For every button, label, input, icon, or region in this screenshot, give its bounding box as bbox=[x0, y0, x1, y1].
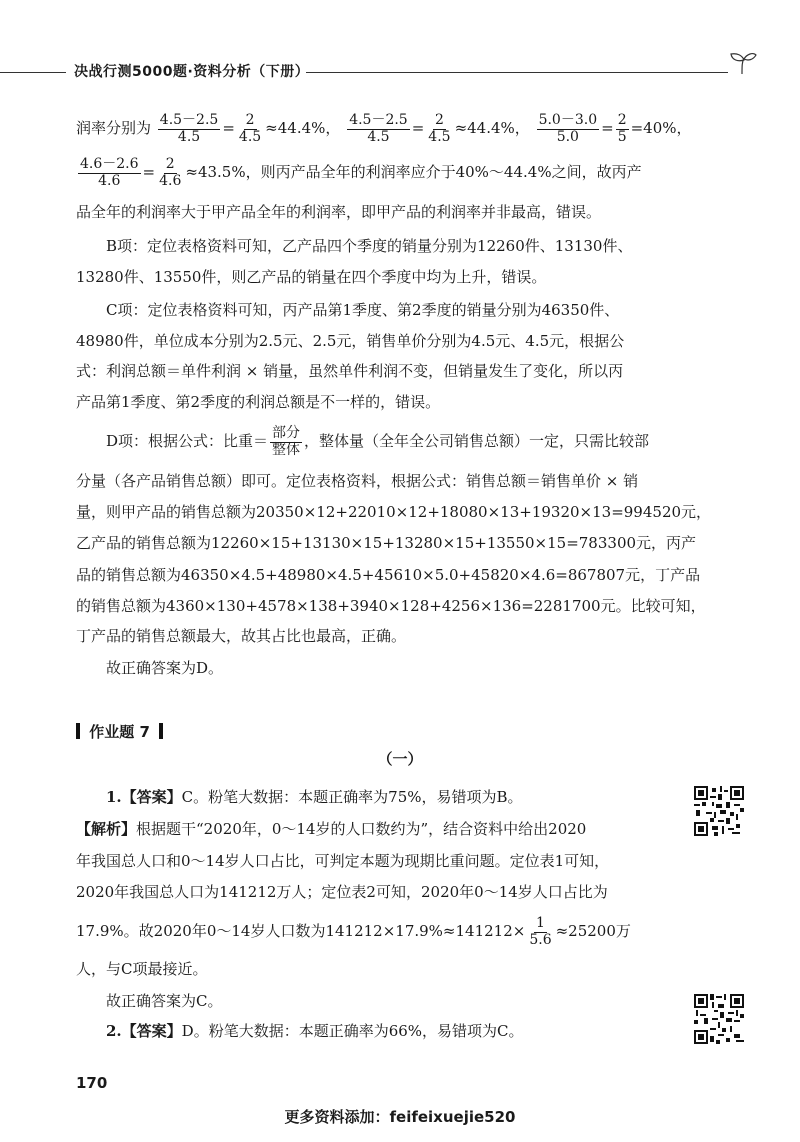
section-heading: 作业题 7 bbox=[76, 720, 163, 744]
text-line: 分量（各产品销售总额）即可。定位表格资料，根据公式：销售总额＝销售单价 × 销 bbox=[76, 472, 639, 490]
fraction: $\frac{1}{5.6}$ bbox=[529, 915, 552, 948]
header-rule-left bbox=[0, 72, 66, 73]
fraction: $\frac{2}{4.6}$ bbox=[159, 156, 182, 189]
page-number: 170 bbox=[76, 1074, 108, 1092]
text-line: 2020年我国总人口为141212万人；定位表2可知，2020年0～14岁人口占比为 bbox=[76, 883, 608, 901]
text-line: C项：定位表格资料可知，丙产品第1季度、第2季度的销量分别为46350件、 bbox=[106, 301, 620, 319]
text-line: 乙产品的销售总额为12260×15+13130×15+13280×15+13550×15=783300元，丙产 bbox=[76, 534, 697, 552]
answer-line: 1.【答案】C。粉笔大数据：本题正确率为75%，易错项为B。 bbox=[106, 788, 523, 806]
answer-line: 2.【答案】D。粉笔大数据：本题正确率为66%，易错项为C。 bbox=[106, 1022, 524, 1040]
text-line: 48980件，单位成本分别为2.5元、2.5元，销售单价分别为4.5元、4.5元，根据公 bbox=[76, 332, 625, 350]
running-header bbox=[0, 56, 800, 86]
text-line: 故正确答案为C。 bbox=[106, 992, 223, 1010]
book-title: 决战行测5000题·资料分析（下册） bbox=[74, 64, 310, 80]
subsection-heading: （一） bbox=[377, 750, 423, 768]
text-line: 产品第1季度、第2季度的利润总额是不一样的，错误。 bbox=[76, 393, 441, 411]
text-line: 故正确答案为D。 bbox=[106, 659, 224, 677]
heading-bar-left bbox=[76, 723, 80, 739]
fraction: $\frac{2}{4.5}$ bbox=[238, 112, 262, 145]
text-line: $\frac{4.6-2.6}{4.6}$ = $\frac{2}{4.6}$ ≈43.5%，则丙产品全年的利润率应介于40%～44.4%之间，故丙产 bbox=[80, 156, 642, 189]
text-line: 品全年的利润率大于甲产品全年的利润率，即甲产品的利润率并非最高，错误。 bbox=[76, 203, 602, 221]
text-line: 的销售总额为4360×130+4578×138+3940×128+4256×136=2281700元。比较可知， bbox=[76, 597, 706, 615]
analysis-line: 【解析】根据题干“2020年，0～14岁的人口数约为”，结合资料中给出2020 bbox=[76, 820, 587, 838]
text-line: 年我国总人口和0～14岁人口占比，可判定本题为现期比重问题。定位表1可知， bbox=[76, 852, 610, 870]
fraction: $\frac{5.0-3.0}{5.0}$ bbox=[538, 112, 598, 145]
fraction: $\frac{2}{5}$ bbox=[617, 112, 627, 145]
heading-bar-right bbox=[159, 723, 163, 739]
text-line: 润率分别为 $\frac{4.5-2.5}{4.5}$ = $\frac{2}{4.5}$ ≈44.4%， $\frac{4.5-2.5}{4.5}$ = $\frac{2}{4.5}$ ≈44.4%， $\frac{5.0-3.0}{5.0}$ = $\frac{2}{5}$ =40%， bbox=[76, 112, 692, 145]
fraction: $\frac{\text{部分}}{\text{整体}}$ bbox=[272, 425, 301, 458]
text-line: 品的销售总额为46350×4.5+48980×4.5+45610×5.0+45820×4.6=867807元，丁产品 bbox=[76, 566, 701, 584]
fraction: $\frac{2}{4.5}$ bbox=[428, 112, 451, 145]
fraction: $\frac{4.6-2.6}{4.6}$ bbox=[80, 156, 139, 189]
text-line: 13280件、13550件，则乙产品的销量在四个季度中均为上升，错误。 bbox=[76, 268, 547, 286]
header-rule-right bbox=[306, 72, 728, 73]
text-line: 人，与C项最接近。 bbox=[76, 960, 208, 978]
text-line: D项：根据公式：比重＝ $\frac{\text{部分}}{\text{整体}}$ ，整体量（全年全公司销售总额）一定，只需比较部 bbox=[106, 425, 650, 458]
qr-code-icon[interactable] bbox=[694, 994, 744, 1044]
footer-note: 更多资料添加：feifeixuejie520 bbox=[284, 1108, 516, 1126]
sprout-icon bbox=[728, 48, 758, 78]
text-line: 丁产品的销售总额最大，故其占比也最高，正确。 bbox=[76, 627, 407, 645]
qr-code-icon[interactable] bbox=[694, 786, 744, 836]
text-line: 17.9%。故2020年0～14岁人口数为141212×17.9%≈141212× $\frac{1}{5.6}$ ≈25200万 bbox=[76, 915, 631, 948]
fraction: $\frac{4.5-2.5}{4.5}$ bbox=[159, 112, 219, 145]
text-line: B项：定位表格资料可知，乙产品四个季度的销量分别为12260件、13130件、 bbox=[106, 237, 633, 255]
text-line: 式：利润总额＝单件利润 × 销量，虽然单件利润不变，但销量发生了变化，所以丙 bbox=[76, 362, 624, 380]
text-line: 量，则甲产品的销售总额为20350×12+22010×12+18080×13+19320×13=994520元， bbox=[76, 503, 712, 521]
fraction: $\frac{4.5-2.5}{4.5}$ bbox=[349, 112, 408, 145]
